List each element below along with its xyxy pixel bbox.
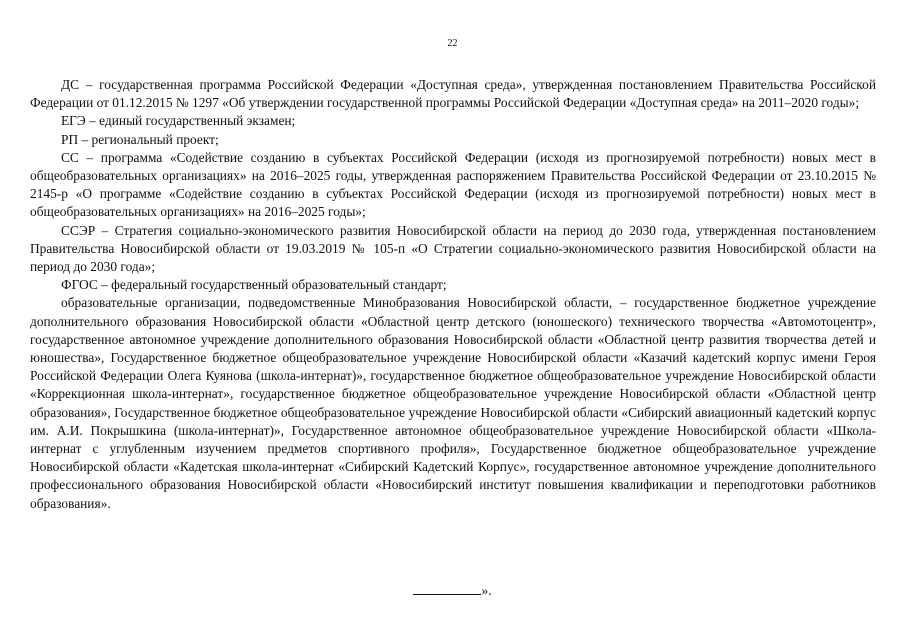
paragraph-fgos: ФГОС – федеральный государственный образовательный стандарт;	[61, 277, 447, 293]
paragraph-sser: ССЭР – Стратегия социально-экономического развития Новосибирской области на период до 2030 года, утвержденная постановлением Правительства Новосибирской области от 19.03.2019 № 105-п «О Стратегии социально-экономического развития Новосибирской области на период до 2030 года»;	[30, 222, 876, 275]
closing-line	[0, 582, 905, 600]
paragraph-educational-organizations: образовательные организации, подведомственные Минобразования Новосибирской области, – государственное бюджетное учреждение дополнительного образования Новосибирской области «Областной центр детского (юношеского) технического творчества «Автомотоцентр», государственное автономное учреждение дополнительного образования Новосибирской области «Областной центр развития творчества детей и юношества», Государственное бюджетное общеобразовательное учреждение Новосибирской области «Казачий кадетский корпус имени Героя Российской Федерации Олега Куянова (школа-интернат)», государственное бюджетное общеобразовательное учреждение Новосибирской области «Коррекционная школа-интернат», государственное бюджетное общеобразовательное учреждение Новосибирской области «Областной центр образования», Государственное бюджетное общеобразовательное учреждение Новосибирской области «Сибирский авиационный кадетский корпус им. А.И. Покрышкина (школа-интернат)», Государственное автономное общеобразовательное учреждение Новосибирской области «Школа-интернат с углубленным изучением предметов спортивного профиля», Государственное бюджетное общеобразовательное учреждение Новосибирской области «Кадетская школа-интернат «Сибирский Кадетский Корпус», государственное автономное учреждение дополнительного профессионального образования Новосибирской области «Новосибирский институт повышения квалификации и переподготовки работников образования».	[30, 295, 876, 511]
closing-quote-mark: ».	[481, 583, 492, 598]
paragraph-ege: ЕГЭ – единый государственный экзамен;	[61, 113, 296, 129]
paragraph-ss: СС – программа «Содействие созданию в субъектах Российской Федерации (исходя из прогнозируемой потребности) новых мест в общеобразовательных организациях» на 2016–2025 годы, утвержденная распоряжением Правительства Российской Федерации от 23.10.2015 № 2145-р «О программе «Содействие созданию в субъектах Российской Федерации (исходя из прогнозируемой потребности) новых мест в общеобразовательных организациях» на 2016–2025 годы»;	[30, 149, 876, 220]
signature-blank-line	[413, 582, 481, 595]
paragraph-ds: ДС – государственная программа Российской Федерации «Доступная среда», утвержденная постановлением Правительства Российской Федерации от 01.12.2015 № 1297 «Об утверждении государственной программы Российской Федерации «Доступная среда» на 2011–2020 годы»;	[30, 77, 876, 111]
page-number: 22	[447, 38, 458, 49]
paragraph-rp: РП – региональный проект;	[61, 131, 219, 147]
document-body	[30, 76, 876, 513]
